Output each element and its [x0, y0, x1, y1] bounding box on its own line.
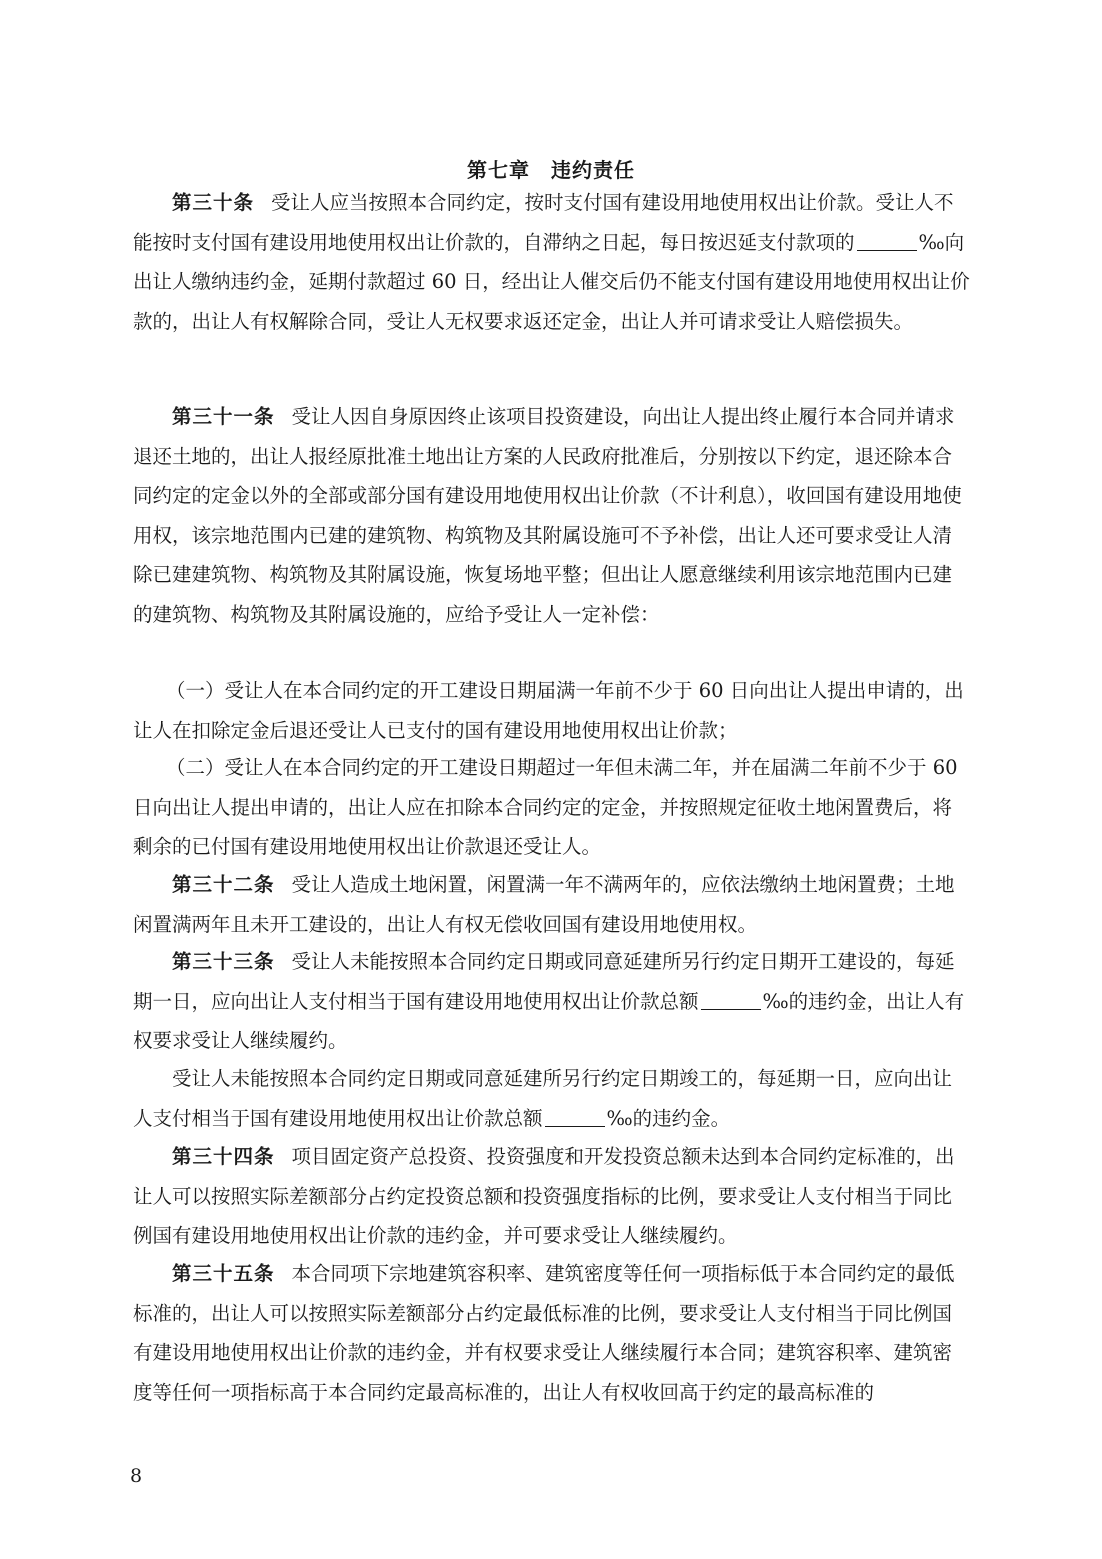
article-30-text-before: 受让人应当按照本合同约定，按时支付国有建设用地使用权出让价款。受让人不能按时支付国有建设用地使用权出让价款的，自滞纳之日起，每日按迟延支付款项的 [133, 191, 954, 254]
article-33-paragraph [133, 942, 971, 1061]
article-34-label: 第三十四条 [172, 1145, 275, 1168]
article-33-p2-after: ‰的违约金。 [606, 1106, 731, 1130]
article-30-label: 第三十条 [172, 191, 255, 214]
article-33-text-before: 受让人未能按照本合同约定日期或同意延建所另行约定日期开工建设的，每延期一日，应向出让人支付相当于国有建设用地使用权出让价款总额 [133, 950, 955, 1013]
article-33-text-after: ‰的违约金，出让人有权要求受让人继续履约。 [133, 989, 965, 1052]
article-31-label: 第三十一条 [172, 405, 275, 428]
article-31-item-1: （一）受让人在本合同约定的开工建设日期届满一年前不少于 60 日向出让人提出申请的，出让人在扣除定金后退还受让人已支付的国有建设用地使用权出让价款； [133, 679, 964, 742]
article-35-text: 本合同项下宗地建筑容积率、建筑密度等任何一项指标低于本合同约定的最低标准的，出让人可以按照实际差额部分占约定最低标准的比例，要求受让人支付相当于同比例国有建设用地使用权出让价款的违约金，并有权要求受让人继续履行本合同；建筑容积率、建筑密度等任何一项指标高于本合同约定最高标准的，出让人有权收回高于约定的最高标准的 [133, 1262, 955, 1404]
article-33-paragraph-2 [133, 1059, 971, 1138]
article-32-label: 第三十二条 [172, 873, 275, 896]
fill-in-blank[interactable] [545, 1108, 605, 1127]
article-32-text: 受让人造成土地闲置，闲置满一年不满两年的，应依法缴纳土地闲置费；土地闲置满两年且未开工建设的，出让人有权无偿收回国有建设用地使用权。 [133, 873, 955, 936]
page-number: 8 [130, 1465, 143, 1487]
article-31-paragraph [133, 397, 971, 634]
article-31-text: 受让人因自身原因终止该项目投资建设，向出让人提出终止履行本合同并请求退还土地的，出让人报经原批准土地出让方案的人民政府批准后，分别按以下约定，退还除本合同约定的定金以外的全部或部分国有建设用地使用权出让价款（不计利息），收回国有建设用地使用权，该宗地范围内已建的建筑物、构筑物及其附属设施可不予补偿，出让人还可要求受让人清除已建建筑物、构筑物及其附属设施，恢复场地平整；但出让人愿意继续利用该宗地范围内已建的建筑物、构筑物及其附属设施的，应给予受让人一定补偿： [133, 405, 962, 626]
article-33-p2-before: 受让人未能按照本合同约定日期或同意延建所另行约定日期竣工的，每延期一日，应向出让人支付相当于国有建设用地使用权出让价款总额 [133, 1067, 953, 1130]
article-30-text-after: ‰向出让人缴纳违约金，延期付款超过 60 日，经出让人催交后仍不能支付国有建设用地使用权出让价款的，出让人有权解除合同，受让人无权要求返还定金，出让人并可请求受让人赔偿损失。 [133, 230, 970, 333]
fill-in-blank[interactable] [701, 991, 761, 1010]
article-30-paragraph [133, 183, 971, 341]
article-33-label: 第三十三条 [172, 950, 275, 973]
article-34-text: 项目固定资产总投资、投资强度和开发投资总额未达到本合同约定标准的，出让人可以按照实际差额部分占约定投资总额和投资强度指标的比例，要求受让人支付相当于同比例国有建设用地使用权出让价款的违约金，并可要求受让人继续履约。 [133, 1145, 955, 1247]
fill-in-blank[interactable] [857, 232, 917, 251]
article-35-label: 第三十五条 [172, 1262, 275, 1285]
article-31-item-2: （二）受让人在本合同约定的开工建设日期超过一年但未满二年，并在届满二年前不少于 60 日向出让人提出申请的，出让人应在扣除本合同约定的定金，并按照规定征收土地闲置费后，将剩余的已付国有建设用地使用权出让价款退还受让人。 [133, 756, 958, 858]
article-35-paragraph [133, 1254, 971, 1412]
article-34-paragraph [133, 1137, 971, 1256]
chapter-title: 第七章 违约责任 [467, 158, 635, 182]
article-32-paragraph [133, 865, 971, 944]
